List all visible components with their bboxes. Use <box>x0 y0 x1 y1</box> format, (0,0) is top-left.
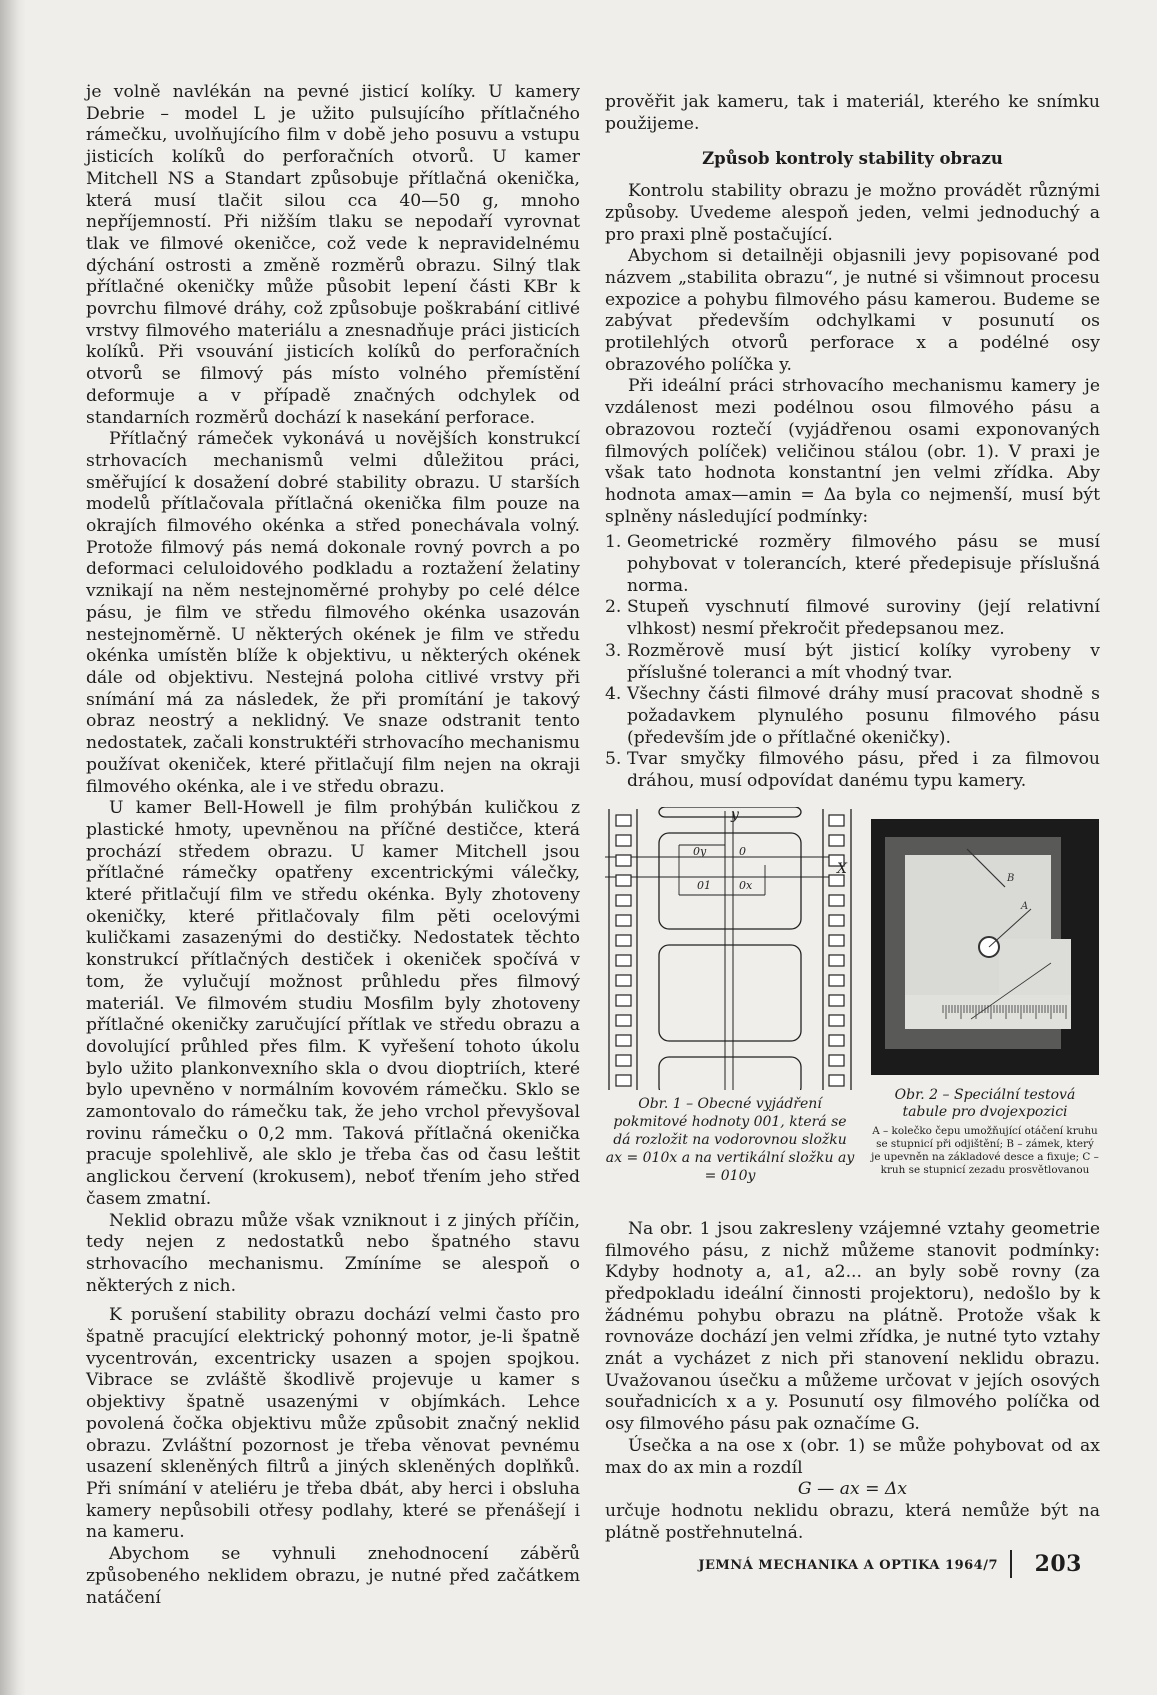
figure-2-caption <box>871 1087 1099 1177</box>
page-footer <box>698 1548 1082 1582</box>
footer-divider <box>1010 1550 1012 1578</box>
right-paragraph: Kontrolu stability obrazu je možno provádět různými způsoby. Uvedeme alespoň jeden, velmi jednoduchý a pro praxi plně postačující. <box>605 181 1100 245</box>
left-paragraph: Neklid obrazu může však vzniknout i z jiných příčin, tedy nejen z nedostatků nebo špatného stavu strhovacího mechanismu. Zmíníme se alespoň o některých z nich. <box>86 1210 580 1296</box>
section-heading: Způsob kontroly stability obrazu <box>702 149 1003 169</box>
perforation-hole <box>829 815 844 826</box>
condition-item: 4. Všechny části filmové dráhy musí pracovat shodně s požadavkem plynulého posunu filmového pásu (především jde o přítlačné okeničky). <box>605 684 1100 748</box>
perforation-hole <box>829 895 844 906</box>
right-paragraph: Abychom si detailněji objasnili jevy popisované pod názvem „stabilita obrazu“, je nutné si všimnout procesu expozice a pohybu filmového pásu kamerou. Budeme se zabývat především odchylkami v posunutí os protilehlých otvorů perforace x a podélné osy obrazového políčka y. <box>605 246 1100 375</box>
label-b: B <box>1007 872 1015 884</box>
perforation-hole <box>616 1075 631 1086</box>
conditions-list <box>605 532 1100 792</box>
left-paragraph: U kamer Bell-Howell je film prohýbán kuličkou z plastické hmoty, upevněnou na příčné destičce, která prochází středem obrazu. U kamer Mitchell jsou přítlačné rámečky opatřeny excentrickými válečky, které přitlačují film ve středu okénka. Byly zhotoveny okeničky, které přitlačovaly film pěti ocelovými kuličkami zasazenými do destičky. Nedostatek těchto konstrukcí přítlačných destiček i okeniček spočívá v tom, že vylučují možnost průhledu přes filmový materiál. Ve filmovém studiu Mosfilm byly zhotoveny přítlačné okeničky zaručující přítlak ve středu obrazu a dovolující průhled přes film. K vyřešení tohoto úkolu bylo užito plankonvexního skla o dvou dioptriích, které bylo upevněno v normálním kovovém rámečku. Sklo se zamontovalo do rámečku tak, že jeho vrchol převyšoval rovinu rámečku o 0,2 mm. Taková přítlačná okenička pracuje spolehlivě, ale sklo je třeba čas od času leštit anglickou červení (krokusem), neboť třením jeho střed časem zmatní. <box>86 798 580 1209</box>
perforation-hole <box>829 1035 844 1046</box>
perforation-hole <box>616 875 631 886</box>
figure-2-legend: A – kolečko čepu umožňující otáčení kruhu se stupnicí při odjištění; B – zámek, který je upevněn na základové desce a fixuje; C – kruh se stupnicí zezadu prosvětlovanou <box>871 1124 1099 1176</box>
left-column <box>86 82 580 1609</box>
perforation-hole <box>829 1015 844 1026</box>
axis-x-label: X <box>837 860 847 877</box>
page-number: 203 <box>1034 1551 1082 1577</box>
left-paragraph: Přítlačný rámeček vykonává u novějších konstrukcí strhovacích mechanismů velmi důležitou práci, směřující k dosažení dobré stability obrazu. U starších modelů přítlačovala přítlačná okenička film pouze na okrajích filmového okénka a střed ponechávala volný. Protože filmový pás nemá dokonale rovný povrch a po deformaci celuloidového podkladu a roztažení želatiny vznikají na něm nestejnoměrné prohyby po celé délce pásu, je film ve středu filmového okénka usazován nestejnoměrně. U některých okének je film ve středu okénka umístěn blíže k objektivu, u některých okének dále od objektivu. Nestejná poloha citlivé vrstvy při snímání má za následek, že při promítání je takový obraz neostrý a neklidný. Ve snaze odstranit tento nedostatek, začali konstruktéři strhovacího mechanismu používat okeniček, které přitlačují film nejen na okraji filmového okénka, ale i ve středu obrazu. <box>86 429 580 797</box>
perforation-hole <box>616 935 631 946</box>
left-paragraph: je volně navlékán na pevné jisticí kolíky. U kamery Debrie – model L je užito pulsujícího přítlačného rámečku, uvolňujícího film v době jeho posuvu a vstupu jisticích kolíků do perforačních otvorů. U kamer Mitchell NS a Standart způsobuje přítlačná okenička, která musí tlačit silou cca 40—50 g, mnoho nepříjemností. Při nižším tlaku se nepodaří vyrovnat tlak ve filmové okeničce, což vede k nepravidelnému dýchání ostrosti a změně rozměrů obrazu. Silný tlak přítlačné okeničky může působit lepení části KBr k povrchu filmové dráhy, což způsobuje poškrabání citlivé vrstvy filmového materiálu a znesnadňuje práci jisticích kolíků. Při vsouvání jisticích kolíků do perforačních otvorů se filmový pás místo volného přemístění deformuje a v případě značných odchylek od standarních rozměrů dochází k nasekání perforace. <box>86 82 580 428</box>
right-paragraph: Úsečka a na ose x (obr. 1) se může pohybovat od ax max do ax min a rozdíl <box>605 1435 1100 1478</box>
condition-item: 3. Rozměrově musí být jisticí kolíky vyrobeny v příslušné toleranci a mít vhodný tvar. <box>605 640 1100 683</box>
perforation-hole <box>829 995 844 1006</box>
perforation-hole <box>616 1035 631 1046</box>
film-strip-diagram <box>605 807 855 1090</box>
perforation-hole <box>829 975 844 986</box>
perforation-hole <box>616 915 631 926</box>
formula: G — ax = Δx <box>797 1479 908 1500</box>
perforation-hole <box>616 1015 631 1026</box>
left-paragraph: Abychom se vyhnuli znehodnocení záběrů způsobeného neklidem obrazu, je nutné před začátkem natáčení <box>86 1544 580 1608</box>
figures-row <box>605 807 1100 1207</box>
axis-y-label: y <box>731 806 739 823</box>
perforation-hole <box>616 855 631 866</box>
perforation-hole <box>829 1075 844 1086</box>
test-chart-photo <box>871 819 1099 1075</box>
right-paragraph: Na obr. 1 jsou zakresleny vzájemné vztahy geometrie filmového pásu, z nichž můžeme stanovit podmínky: Kdyby hodnoty a, a1, a2... an byly sobě rovny (za předpokladu ideální činnosti projektoru), nedošlo by k žádnému pohybu obrazu na plátně. Protože však k rovnováze dochází jen velmi zřídka, je nutné tyto vztahy znát a vycházet z nich při stanovení neklidu obrazu. Uvažovanou úsečku a můžeme určovat v jejích osových souřadnicích x a y. Posunutí osy filmového políčka od osy filmového pásu pak označíme G. <box>605 1218 1100 1435</box>
perforation-hole <box>616 815 631 826</box>
right-paragraph: Při ideální práci strhovacího mechanismu kamery je vzdálenost mezi podélnou osou filmového pásu a obrazovou roztečí (vyjádřenou osami exponovaných filmových políček) veličinou stálou (obr. 1). V praxi je však tato hodnota konstantní jen velmi zřídka. Aby hodnota amax—amin = Δa byla co nejmenší, musí být splněny následující podmínky: <box>605 376 1100 527</box>
perforation-hole <box>829 955 844 966</box>
label-o: 0 <box>739 844 746 858</box>
condition-item: 2. Stupeň vyschnutí filmové suroviny (její relativní vlhkost) nesmí překročit předepsanou mez. <box>605 597 1100 640</box>
page-binding-shadow <box>0 0 26 1695</box>
right-intro: prověřit jak kameru, tak i materiál, kterého ke snímku použijeme. <box>605 92 1100 134</box>
perforation-hole <box>616 895 631 906</box>
label-a: A <box>1021 900 1029 912</box>
perforation-hole <box>829 1055 844 1066</box>
left-paragraph: K porušení stability obrazu dochází velmi často pro špatně pracující elektrický pohonný motor, je-li špatně vycentrován, excentricky usazen a spojen spojkou. Vibrace se zvláště škodlivě projevuje u kamer s objektivy špatně usazenými v objímkách. Lehce povolená čočka objektivu může způsobit značný neklid obrazu. Zvláštní pozornost je třeba věnovat pevnému usazení skleněných filtrů a jiných skleněných doplňků. Při snímání v ateliéru je třeba dbát, aby herci i obsluha kamery nepůsobili otřesy podlahy, které se přenášejí i na kameru. <box>86 1305 580 1543</box>
right-column <box>605 92 1100 1544</box>
perforation-hole <box>616 975 631 986</box>
perforation-hole <box>616 955 631 966</box>
right-closing: určuje hodnotu neklidu obrazu, která nemůže být na plátně postřehnutelná. <box>605 1500 1100 1543</box>
label-o1: 01 <box>697 878 711 892</box>
figure-1-caption: Obr. 1 – Obecné vyjádření pokmitové hodnoty 001, která se dá rozložit na vodorovnou složku ax = 010x a na vertikální složku ay = 010y <box>605 1095 855 1184</box>
figure-2-title: Obr. 2 – Speciální testová tabule pro dvojexpozici <box>894 1086 1076 1120</box>
perforation-hole <box>616 995 631 1006</box>
label-oy: 0y <box>693 844 707 858</box>
perforation-hole <box>616 1055 631 1066</box>
journal-name: JEMNÁ MECHANIKA A OPTIKA 1964/7 <box>698 1558 998 1573</box>
label-ox: 0x <box>739 878 753 892</box>
perforation-hole <box>829 835 844 846</box>
perforation-hole <box>829 935 844 946</box>
condition-item: 5. Tvar smyčky filmového pásu, před i za filmovou dráhou, musí odpovídat danému typu kamery. <box>605 749 1100 792</box>
perforation-hole <box>616 835 631 846</box>
condition-item: 1. Geometrické rozměry filmového pásu se musí pohybovat v tolerancích, které předepisuje příslušná norma. <box>605 532 1100 596</box>
perforation-hole <box>829 915 844 926</box>
